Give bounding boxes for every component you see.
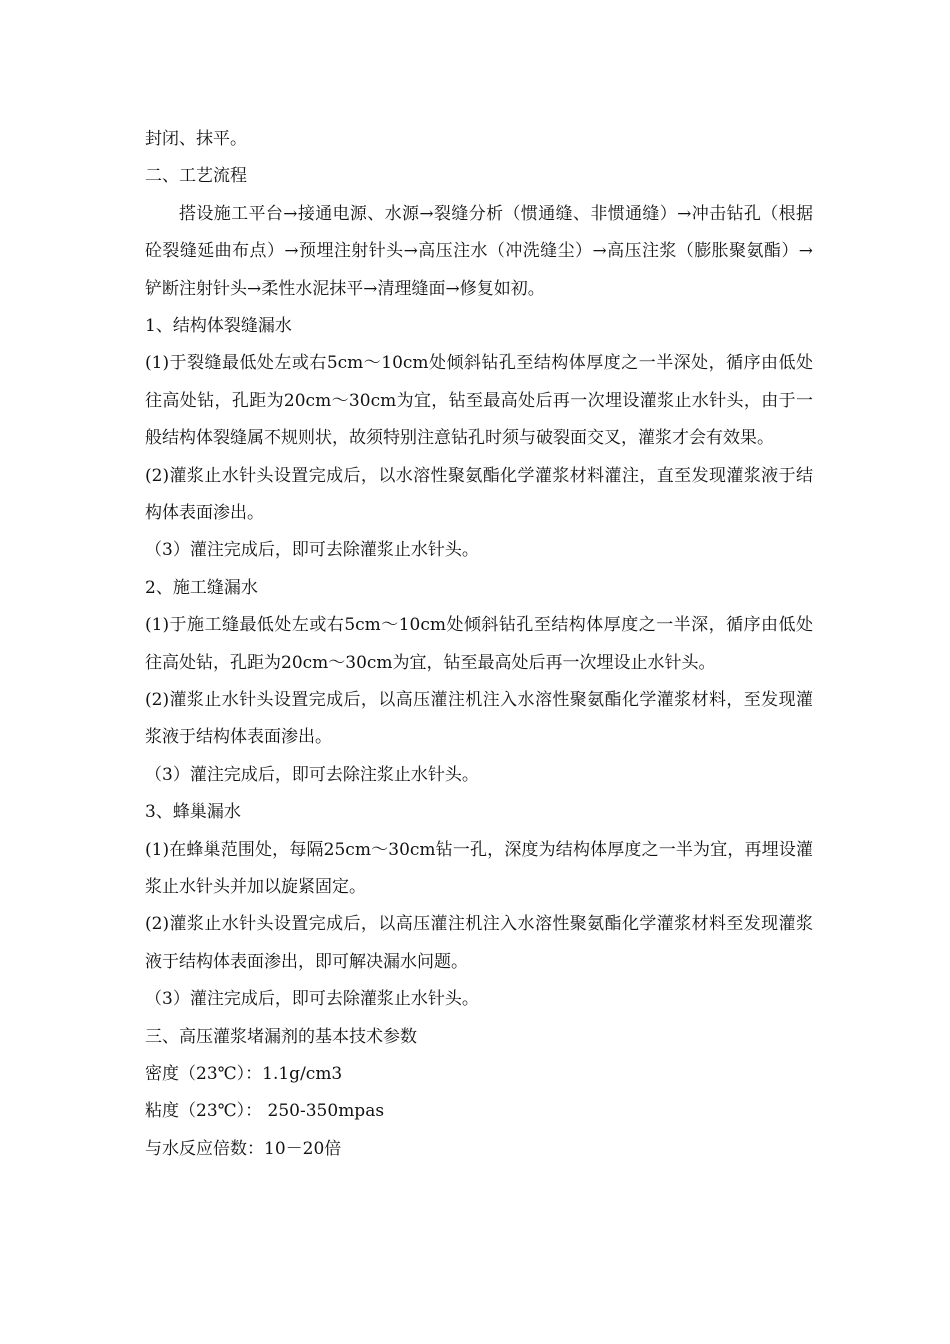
paragraph-continuation: 封闭、抹平。 [145, 129, 247, 149]
joint-step-3: （3）灌注完成后，即可去除注浆止水针头。 [145, 764, 479, 785]
honeycomb-step-1: (1)在蜂巢范围处，每隔25cm～30cm钻一孔，深度为结构体厚度之一半为宜，再埋设灌浆止水针头并加以旋紧固定。 [145, 839, 813, 898]
crack-step-1: (1)于裂缝最低处左或右5cm～10cm处倾斜钻孔至结构体厚度之一半深处，循序由低处往高处钻，孔距为20cm～30cm为宜，钻至最高处后再一次埋设灌浆止水针头，由于一般结构体裂缝属不规则状，故须特别注意钻孔时须与破裂面交叉，灌浆才会有效果。 [145, 353, 813, 449]
honeycomb-step-2: (2)灌浆止水针头设置完成后，以高压灌注机注入水溶性聚氨酯化学灌浆材料至发现灌浆液于结构体表面渗出，即可解决漏水问题。 [145, 914, 813, 972]
document-body [145, 121, 813, 1168]
joint-step-2: (2)灌浆止水针头设置完成后，以高压灌注机注入水溶性聚氨酯化学灌浆材料，至发现灌浆液于结构体表面渗出。 [145, 690, 813, 748]
process-flow-paragraph: 搭设施工平台→接通电源、水源→裂缝分析（惯通缝、非惯通缝）→冲击钻孔（根据砼裂缝延曲布点）→预埋注射针头→高压注水（冲洗缝尘）→高压注浆（膨胀聚氨酯）→铲断注射针头→柔性水泥抹平→清理缝面→修复如初。 [145, 203, 813, 299]
subheading-construction-joint-leak: 2、施工缝漏水 [145, 577, 258, 598]
crack-step-2: (2)灌浆止水针头设置完成后，以水溶性聚氨酯化学灌浆材料灌注，直至发现灌浆液于结构体表面渗出。 [145, 465, 813, 524]
section-heading-technical-parameters: 三、高压灌浆堵漏剂的基本技术参数 [145, 1026, 417, 1047]
joint-step-1: (1)于施工缝最低处左或右5cm～10cm处倾斜钻孔至结构体厚度之一半深，循序由低处往高处钻，孔距为20cm～30cm为宜，钻至最高处后再一次埋设止水针头。 [145, 615, 813, 673]
parameter-water-reaction-ratio: 与水反应倍数：10－20倍 [145, 1138, 342, 1159]
subheading-structural-crack-leak: 1、结构体裂缝漏水 [145, 316, 292, 337]
parameter-density: 密度（23℃）：1.1g/cm3 [145, 1064, 343, 1085]
crack-step-3: （3）灌注完成后，即可去除灌浆止水针头。 [145, 540, 479, 561]
honeycomb-step-3: （3）灌注完成后，即可去除灌浆止水针头。 [145, 989, 479, 1010]
subheading-honeycomb-leak: 3、蜂巢漏水 [145, 802, 241, 823]
section-heading-process: 二、工艺流程 [145, 166, 247, 187]
parameter-viscosity: 粘度（23℃）： 250-350mpas [145, 1101, 385, 1122]
